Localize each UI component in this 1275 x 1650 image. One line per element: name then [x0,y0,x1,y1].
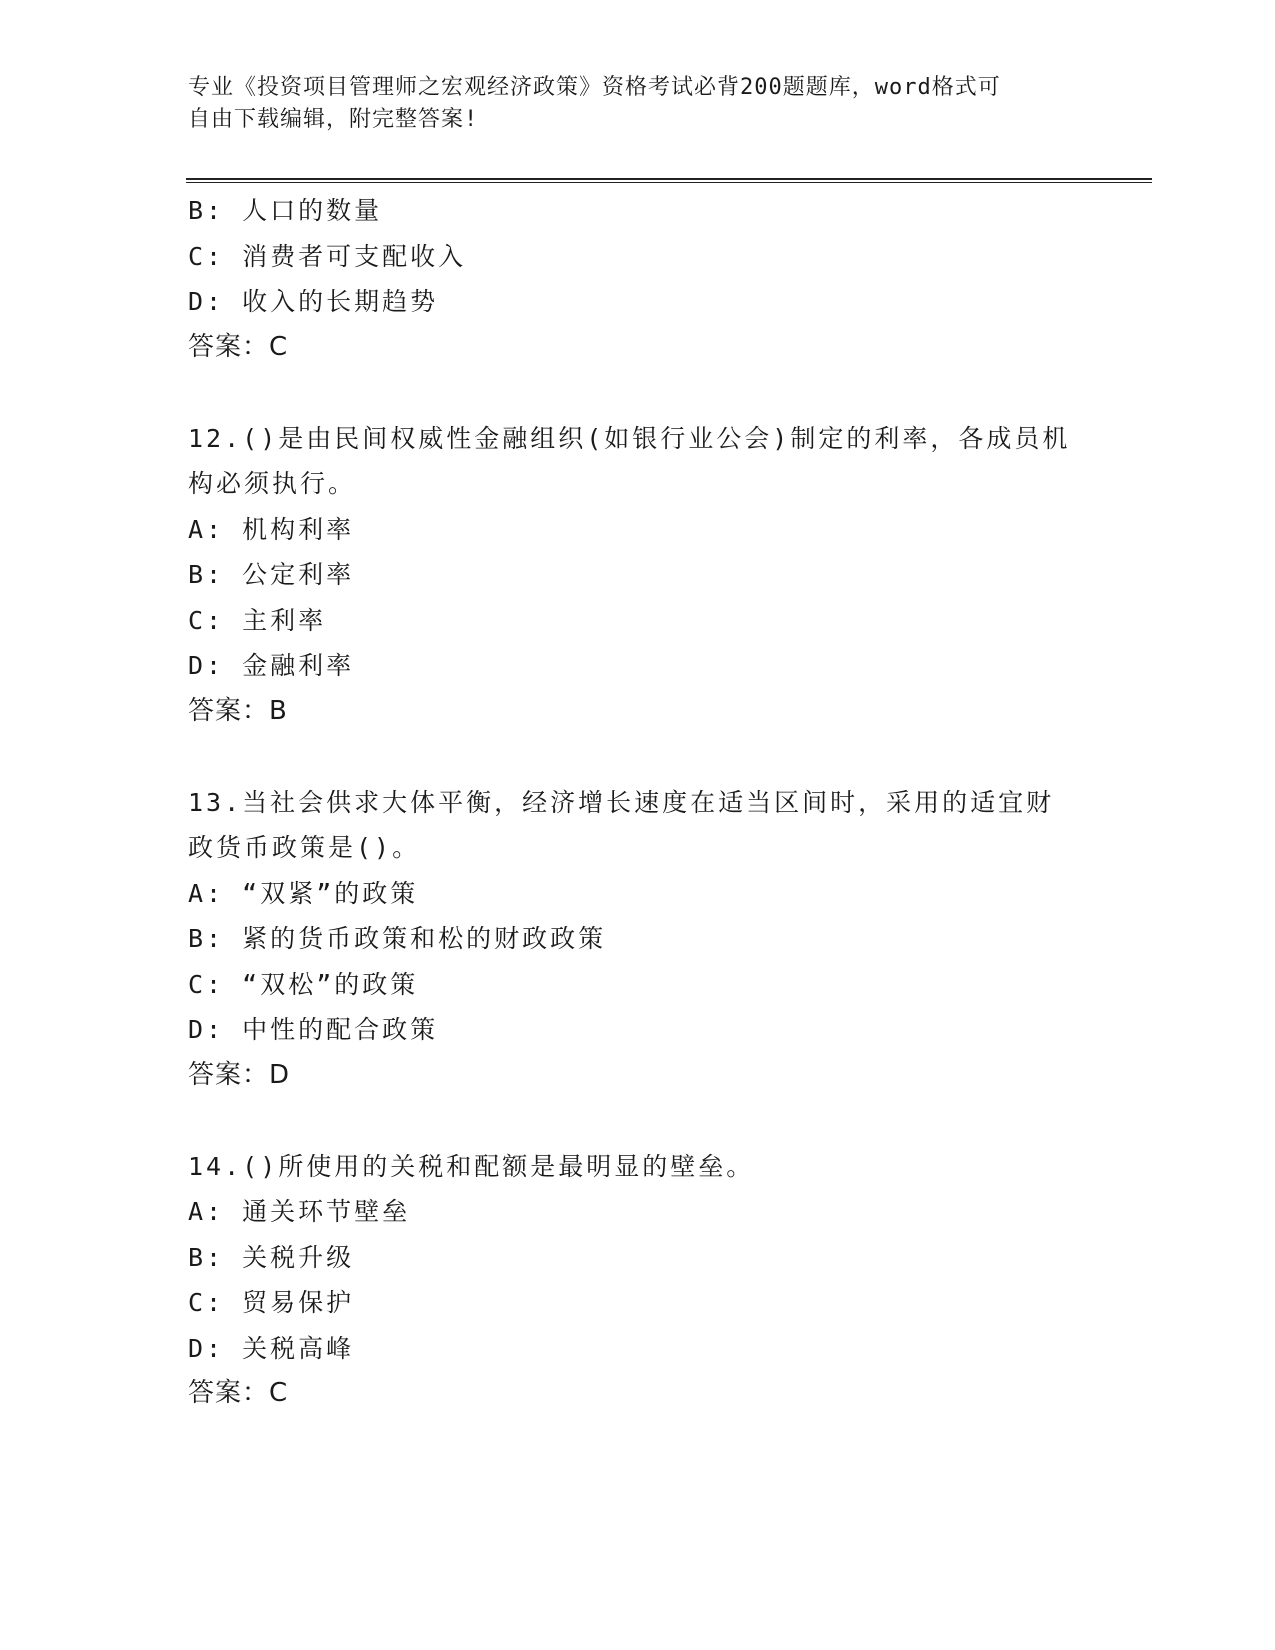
answer: 答案：C [188,331,289,362]
question-block-12 [188,416,1088,735]
option-c: C: 主利率 [188,605,327,635]
answer: 答案：C [188,1378,289,1408]
option-c: C: “双松”的政策 [188,969,419,999]
question-text-line-2: 政货币政策是()。 [188,833,421,862]
header-line-2: 自由下载编辑，附完整答案! [188,107,479,132]
answer: 答案：B [188,695,288,726]
option-c: C: 贸易保护 [188,1288,355,1317]
option-b: B: 关税升级 [188,1242,355,1272]
answer: 答案：D [188,1059,291,1090]
document-header [188,72,1088,136]
option-d: D: 收入的长期趋势 [188,287,439,316]
option-b: B: 紧的货币政策和松的财政政策 [188,924,607,953]
option-b: B: 人口的数量 [188,196,383,225]
spacer [188,1098,1088,1144]
question-list [188,188,1088,1417]
question-block-13 [188,780,1088,1099]
option-d: D: 金融利率 [188,651,355,680]
option-c: C: 消费者可支配收入 [188,241,467,271]
spacer [188,370,1088,416]
spacer [188,734,1088,780]
header-divider-thin [186,182,1152,183]
question-block-14 [188,1144,1088,1417]
option-a: A: “双紧”的政策 [188,878,419,908]
question-text-line-1: 12.()是由民间权威性金融组织(如银行业公会)制定的利率，各成员机 [188,423,1071,453]
option-b: B: 公定利率 [188,560,355,589]
option-a: A: 机构利率 [188,514,355,544]
question-block-11 [188,188,1088,370]
option-d: D: 中性的配合政策 [188,1015,439,1044]
question-text-line-2: 构必须执行。 [188,469,357,498]
option-a: A: 通关环节壁垒 [188,1197,411,1226]
header-line-1: 专业《投资项目管理师之宏观经济政策》资格考试必背200题题库，word格式可 [188,75,1001,100]
question-text-line-1: 13.当社会供求大体平衡，经济增长速度在适当区间时，采用的适宜财 [188,787,1055,817]
question-text-line-1: 14.()所使用的关税和配额是最明显的壁垒。 [188,1151,755,1181]
option-d: D: 关税高峰 [188,1333,355,1363]
header-divider-thick [186,178,1152,180]
